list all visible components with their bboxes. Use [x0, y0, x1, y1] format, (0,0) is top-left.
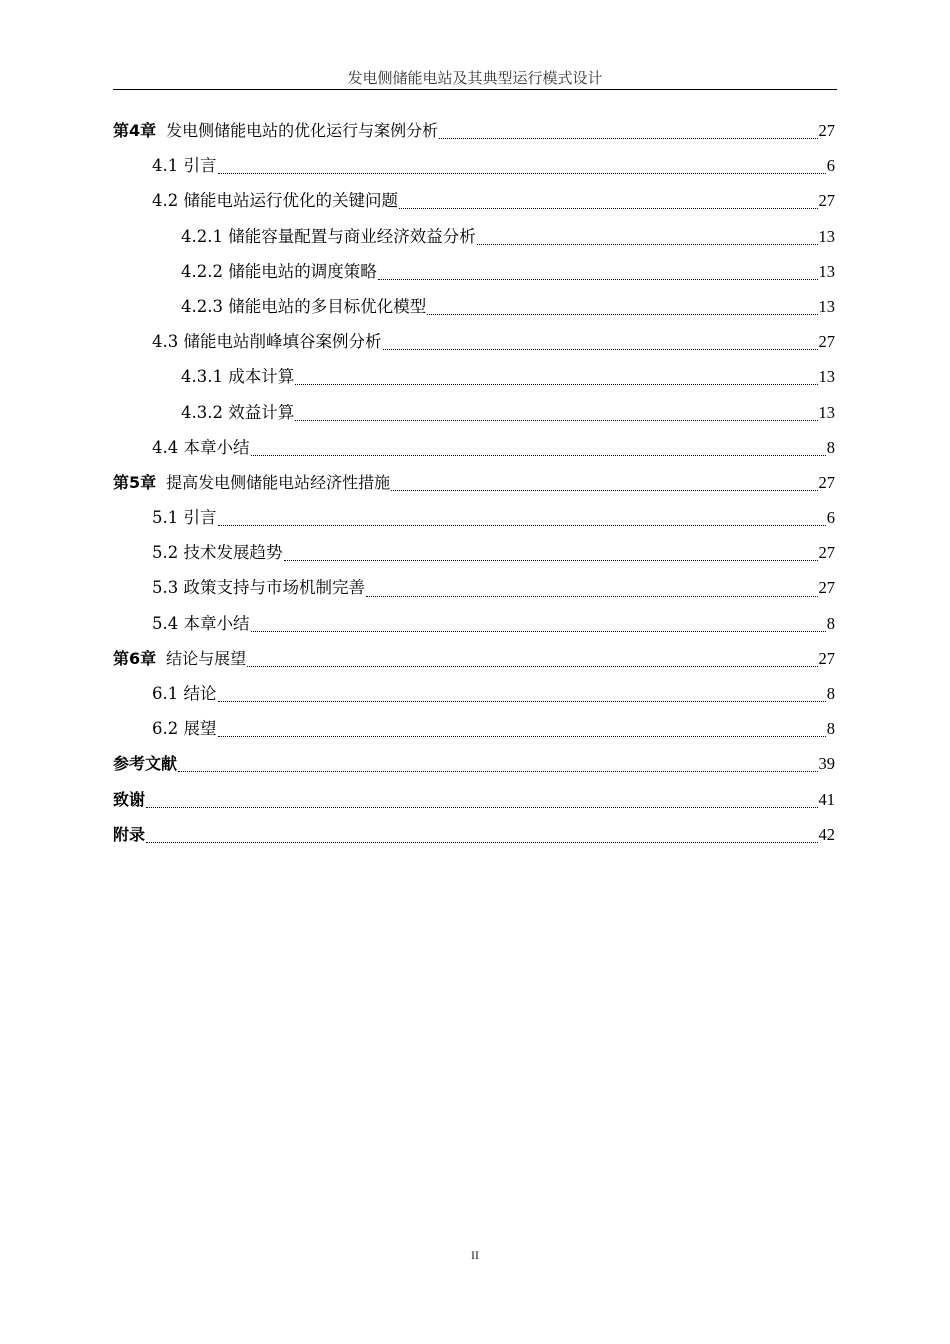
dot-leader	[218, 736, 826, 737]
toc-page-number: 6	[826, 508, 835, 528]
toc-entry-title	[152, 433, 250, 463]
toc-entry[interactable]	[113, 714, 835, 749]
toc-page-number: 6	[826, 156, 835, 176]
toc-page-number: 13	[818, 367, 835, 387]
dot-leader	[251, 455, 826, 456]
toc-entry-title	[181, 257, 377, 287]
toc-page-number: 41	[818, 789, 835, 809]
toc-page-number: 27	[818, 648, 835, 668]
toc-entry[interactable]	[113, 468, 835, 503]
toc-entry[interactable]	[113, 503, 835, 538]
toc-entry-text: 4.4 本章小结	[152, 437, 250, 457]
toc-entry-text: 致谢	[113, 789, 146, 809]
toc-entry[interactable]	[113, 679, 835, 714]
toc-page-number: 8	[826, 719, 835, 739]
toc-entry[interactable]	[113, 222, 835, 257]
chapter-number: 第5章	[113, 472, 157, 492]
toc-page-number: 13	[818, 402, 835, 422]
dot-leader	[146, 807, 817, 808]
toc-entry[interactable]	[113, 362, 835, 397]
dot-leader	[178, 771, 817, 772]
toc-entry-title	[181, 362, 294, 392]
toc-entry-title	[181, 292, 426, 322]
toc-page-number: 27	[818, 472, 835, 492]
toc-entry-text: 附录	[113, 824, 146, 844]
dot-leader	[399, 208, 818, 209]
toc-entry-text: 4.1 引言	[152, 156, 217, 176]
dot-leader	[218, 173, 826, 174]
toc-page-number: 27	[818, 121, 835, 140]
toc-entry[interactable]	[113, 609, 835, 644]
toc-entry-text: 5.4 本章小结	[152, 613, 250, 633]
toc-entry-text: 4.3.1 成本计算	[181, 367, 295, 387]
dot-leader	[378, 279, 818, 280]
toc-entry-title	[181, 222, 476, 252]
toc-entry[interactable]	[113, 398, 835, 433]
toc-entry-text: 4.2.1 储能容量配置与商业经济效益分析	[181, 226, 476, 246]
toc-entry[interactable]	[113, 186, 835, 221]
toc-page-number: 8	[826, 684, 835, 703]
toc-page-number: 27	[818, 332, 835, 352]
toc-entry[interactable]	[113, 749, 835, 784]
dot-leader	[218, 525, 826, 526]
toc-entry-text: 4.3.2 效益计算	[181, 402, 295, 422]
toc-entry-title	[113, 468, 390, 498]
toc-page-number: 39	[818, 754, 835, 774]
table-of-contents	[113, 116, 835, 855]
page-number: II	[471, 1248, 479, 1262]
toc-entry-text: 4.3 储能电站削峰填谷案例分析	[152, 332, 382, 352]
toc-entry[interactable]	[113, 327, 835, 362]
toc-page-number: 13	[818, 261, 835, 281]
toc-entry-title	[181, 398, 294, 428]
dot-leader	[284, 560, 818, 561]
dot-leader	[383, 349, 818, 350]
toc-entry-title	[113, 116, 438, 146]
toc-entry[interactable]	[113, 151, 835, 186]
toc-entry-title	[152, 714, 217, 744]
toc-entry-text: 4.2.2 储能电站的调度策略	[181, 261, 377, 281]
toc-entry-title	[152, 151, 217, 181]
toc-page-number: 8	[826, 437, 835, 457]
toc-entry-title	[152, 573, 365, 603]
dot-leader	[439, 138, 817, 139]
toc-entry-text: 结论与展望	[166, 648, 247, 668]
toc-entry[interactable]	[113, 785, 835, 820]
toc-entry-title	[152, 186, 398, 216]
toc-entry-title	[113, 820, 145, 850]
toc-page-number: 27	[818, 543, 835, 563]
toc-page-number: 13	[818, 226, 835, 246]
toc-entry[interactable]	[113, 820, 835, 855]
toc-entry-title	[152, 538, 283, 568]
toc-entry-title	[113, 785, 145, 815]
toc-entry-text: 4.2.3 储能电站的多目标优化模型	[181, 296, 427, 316]
toc-entry-title	[113, 749, 177, 779]
running-header: 发电侧储能电站及其典型运行模式设计	[347, 69, 603, 87]
chapter-number: 第6章	[113, 648, 157, 668]
dot-leader	[477, 244, 818, 245]
dot-leader	[146, 842, 817, 843]
toc-entry-title	[152, 503, 217, 533]
toc-page-number: 8	[826, 613, 835, 633]
toc-entry[interactable]	[113, 292, 835, 327]
toc-entry-text: 6.2 展望	[152, 719, 217, 739]
toc-entry-text: 5.2 技术发展趋势	[152, 543, 283, 563]
dot-leader	[427, 314, 817, 315]
dot-leader	[218, 701, 826, 702]
toc-entry-title	[152, 327, 382, 357]
toc-page-number: 27	[818, 191, 835, 211]
toc-entry-title	[152, 679, 217, 709]
dot-leader	[391, 490, 817, 491]
toc-entry-text: 4.2 储能电站运行优化的关键问题	[152, 191, 398, 211]
toc-entry-title	[113, 644, 246, 674]
toc-page-number: 42	[818, 824, 835, 844]
toc-entry[interactable]	[113, 573, 835, 608]
dot-leader	[251, 631, 826, 632]
toc-page-number: 27	[818, 578, 835, 598]
toc-entry[interactable]	[113, 116, 835, 151]
toc-entry[interactable]	[113, 538, 835, 573]
toc-entry[interactable]	[113, 433, 835, 468]
toc-entry[interactable]	[113, 257, 835, 292]
header-rule	[113, 89, 837, 90]
dot-leader	[366, 596, 818, 597]
toc-entry-text: 5.3 政策支持与市场机制完善	[152, 578, 365, 598]
toc-entry-text: 发电侧储能电站的优化运行与案例分析	[166, 121, 439, 140]
toc-entry-text: 参考文献	[113, 754, 178, 774]
dot-leader	[295, 420, 817, 421]
toc-entry-title	[152, 609, 250, 639]
toc-entry-text: 提高发电侧储能电站经济性措施	[166, 472, 391, 492]
chapter-number: 第4章	[113, 121, 157, 140]
dot-leader	[247, 666, 817, 667]
toc-entry[interactable]	[113, 644, 835, 679]
dot-leader	[295, 384, 817, 385]
toc-entry-text: 5.1 引言	[152, 508, 217, 528]
toc-entry-text: 6.1 结论	[152, 684, 217, 703]
toc-page-number: 13	[818, 296, 835, 316]
